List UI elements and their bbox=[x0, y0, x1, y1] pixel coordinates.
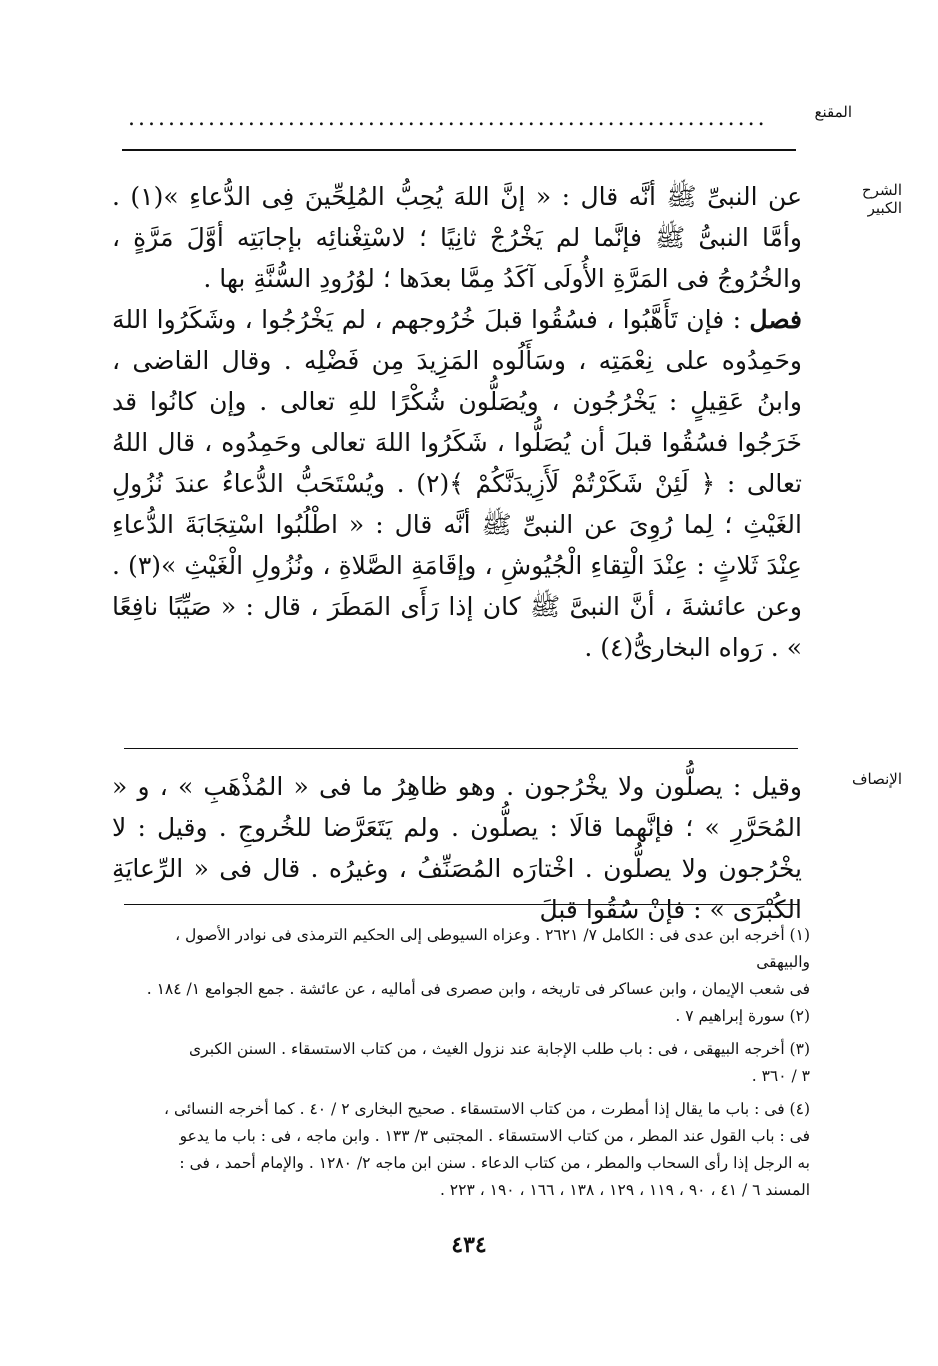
footnote-4-line-3: به الرجل إذا رأى السحاب والمطر ، من كتاب الدعاء . سنن ابن ماجه ٢/ ١٢٨٠ . والإمام أحمد ، فى : bbox=[179, 1154, 810, 1172]
footnote-rule bbox=[124, 904, 798, 905]
separator-rule bbox=[124, 748, 798, 749]
section-heading: فصل bbox=[749, 305, 802, 334]
footnote-4-line-1: (٤) فى : باب ما يقال إذا أمطرت ، من كتاب الاستسقاء . صحيح البخارى ٢ / ٤٠ . كما أخرجه النسائى ، bbox=[164, 1100, 810, 1118]
sharh-side-label: الشرح الكبير bbox=[861, 181, 902, 217]
footnote-1-line-1: (١) أخرجه ابن عدى فى : الكامل ٧/ ٢٦٢١ . وعزاه السيوطى إلى الحكيم الترمذى فى نوادر الأصول ، والبيهقى bbox=[175, 926, 810, 971]
header-label: المقنع bbox=[814, 103, 852, 121]
footnote-3-line-2: ٣ / ٣٦٠ . bbox=[751, 1067, 810, 1085]
commentary-paragraph-2 bbox=[112, 299, 802, 668]
footnote-1-line-2: فى شعب الإيمان ، وابن عساكر فى تاريخه ، وابن صصرى فى أماليه ، عن عائشة . جمع الجوامع ١/ ١٨٤ . bbox=[146, 980, 810, 998]
page-number: ٤٣٤ bbox=[451, 1232, 487, 1258]
insaf-text: وقيل : يصلُّون ولا يخْرُجون . وهو ظاهِرُ ما فى « المُذْهَبِ » ، و « المُحَرَّرِ » ؛ فإنَّهما قالَا : يصلُّون . ولم يَتَعَرَّضا للخُروجِ . وقيل : لا يخْرُجون ولا يصلُّون . اخْتارَه المُصَنِّفُ ، وغيرُه . قال فى « الرِّعايَةِ الكُبْرَى » : فإنْ سُقُوا قبلَ bbox=[112, 772, 802, 924]
footnote-1 bbox=[130, 922, 810, 1030]
insaf-side-label: الإنصاف bbox=[851, 770, 902, 788]
footnote-4-line-2: فى : باب القول عند المطر ، من كتاب الاستسقاء . المجتبى ٣/ ١٣٣ . وابن ماجه ، فى : باب ما يدعو bbox=[179, 1127, 810, 1145]
footnote-3-line-1: (٣) أخرجه البيهقى ، فى : باب طلب الإجابة عند نزول الغيث ، من كتاب الاستسقاء . السنن الكبرى bbox=[189, 1040, 810, 1058]
footnote-2: (٢) سورة إبراهيم ٧ . bbox=[675, 1007, 810, 1025]
commentary-paragraph-1: عن النبىِّ ﷺ أنَّه قال : « إنَّ اللهَ يُحِبُّ المُلِحِّينَ فِى الدُّعاءِ »(١) . وأمَّا النبىُّ ﷺ فإنَّما لم يَخْرُجْ ثانِيًا ؛ لاسْتِغْنائِه بإجابَتِه أوَّلَ مَرَّةٍ ، والخُرُوجُ فى المَرَّةِ الأُولَى آكَدُ مِمَّا بعدَها ؛ لوُرُودِ السُّنَّةِ بها . bbox=[112, 182, 802, 293]
main-commentary bbox=[112, 176, 802, 668]
footnotes bbox=[130, 922, 810, 1210]
header-dotted-line: ................................................................ bbox=[128, 108, 768, 130]
header-rule bbox=[122, 149, 796, 151]
footnote-4-line-4: المسند ٦ / ٤١ ، ٩٠ ، ١١٩ ، ١٢٩ ، ١٣٨ ، ١٦٦ ، ١٩٠ ، ٢٢٣ . bbox=[439, 1181, 810, 1199]
footnote-3 bbox=[130, 1036, 810, 1090]
footnote-4 bbox=[130, 1096, 810, 1204]
section-text: : فإن تَأَهَّبُوا ، فسُقُوا قبلَ خُرُوجهم ، لم يَخْرُجُوا ، وشَكَرُوا اللهَ وحَمِدُوه على نِعْمَتِه ، وسَأَلُوه المَزِيدَ مِن فَضْلِه . وقال القاضى ، وابنُ عَقِيلٍ : يَخْرُجُون ، ويُصَلُّون شُكْرًا للهِ تعالى . وإن كانُوا قد خَرَجُوا فسُقُوا قبلَ أن يُصَلُّوا ، شَكَرُوا اللهَ تعالى وحَمِدُوه ، قال اللهُ تعالى : ﴿ لَئِنْ شَكَرْتُمْ لَأَزِيدَنَّكُمْ ﴾(٢) . ويُسْتَحَبُّ الدُّعاءُ عندَ نُزُولِ الغَيْثِ ؛ لِما رُوِىَ عن النبىِّ ﷺ أنَّه قال : « اطْلُبُوا اسْتِجَابَةَ الدُّعاءِ عِنْدَ ثَلاثٍ : عِنْدَ الْتِقاءِ الْجُيُوشِ ، وإقَامَةِ الصَّلاةِ ، ونُزُولِ الْغَيْثِ »(٣) . وعن عائشةَ ، أنَّ النبىَّ ﷺ كان إذا رَأَى المَطَرَ ، قال : « صَيِّبًا نافِعًا » . رَواه البخارىُّ(٤) . bbox=[112, 305, 802, 662]
